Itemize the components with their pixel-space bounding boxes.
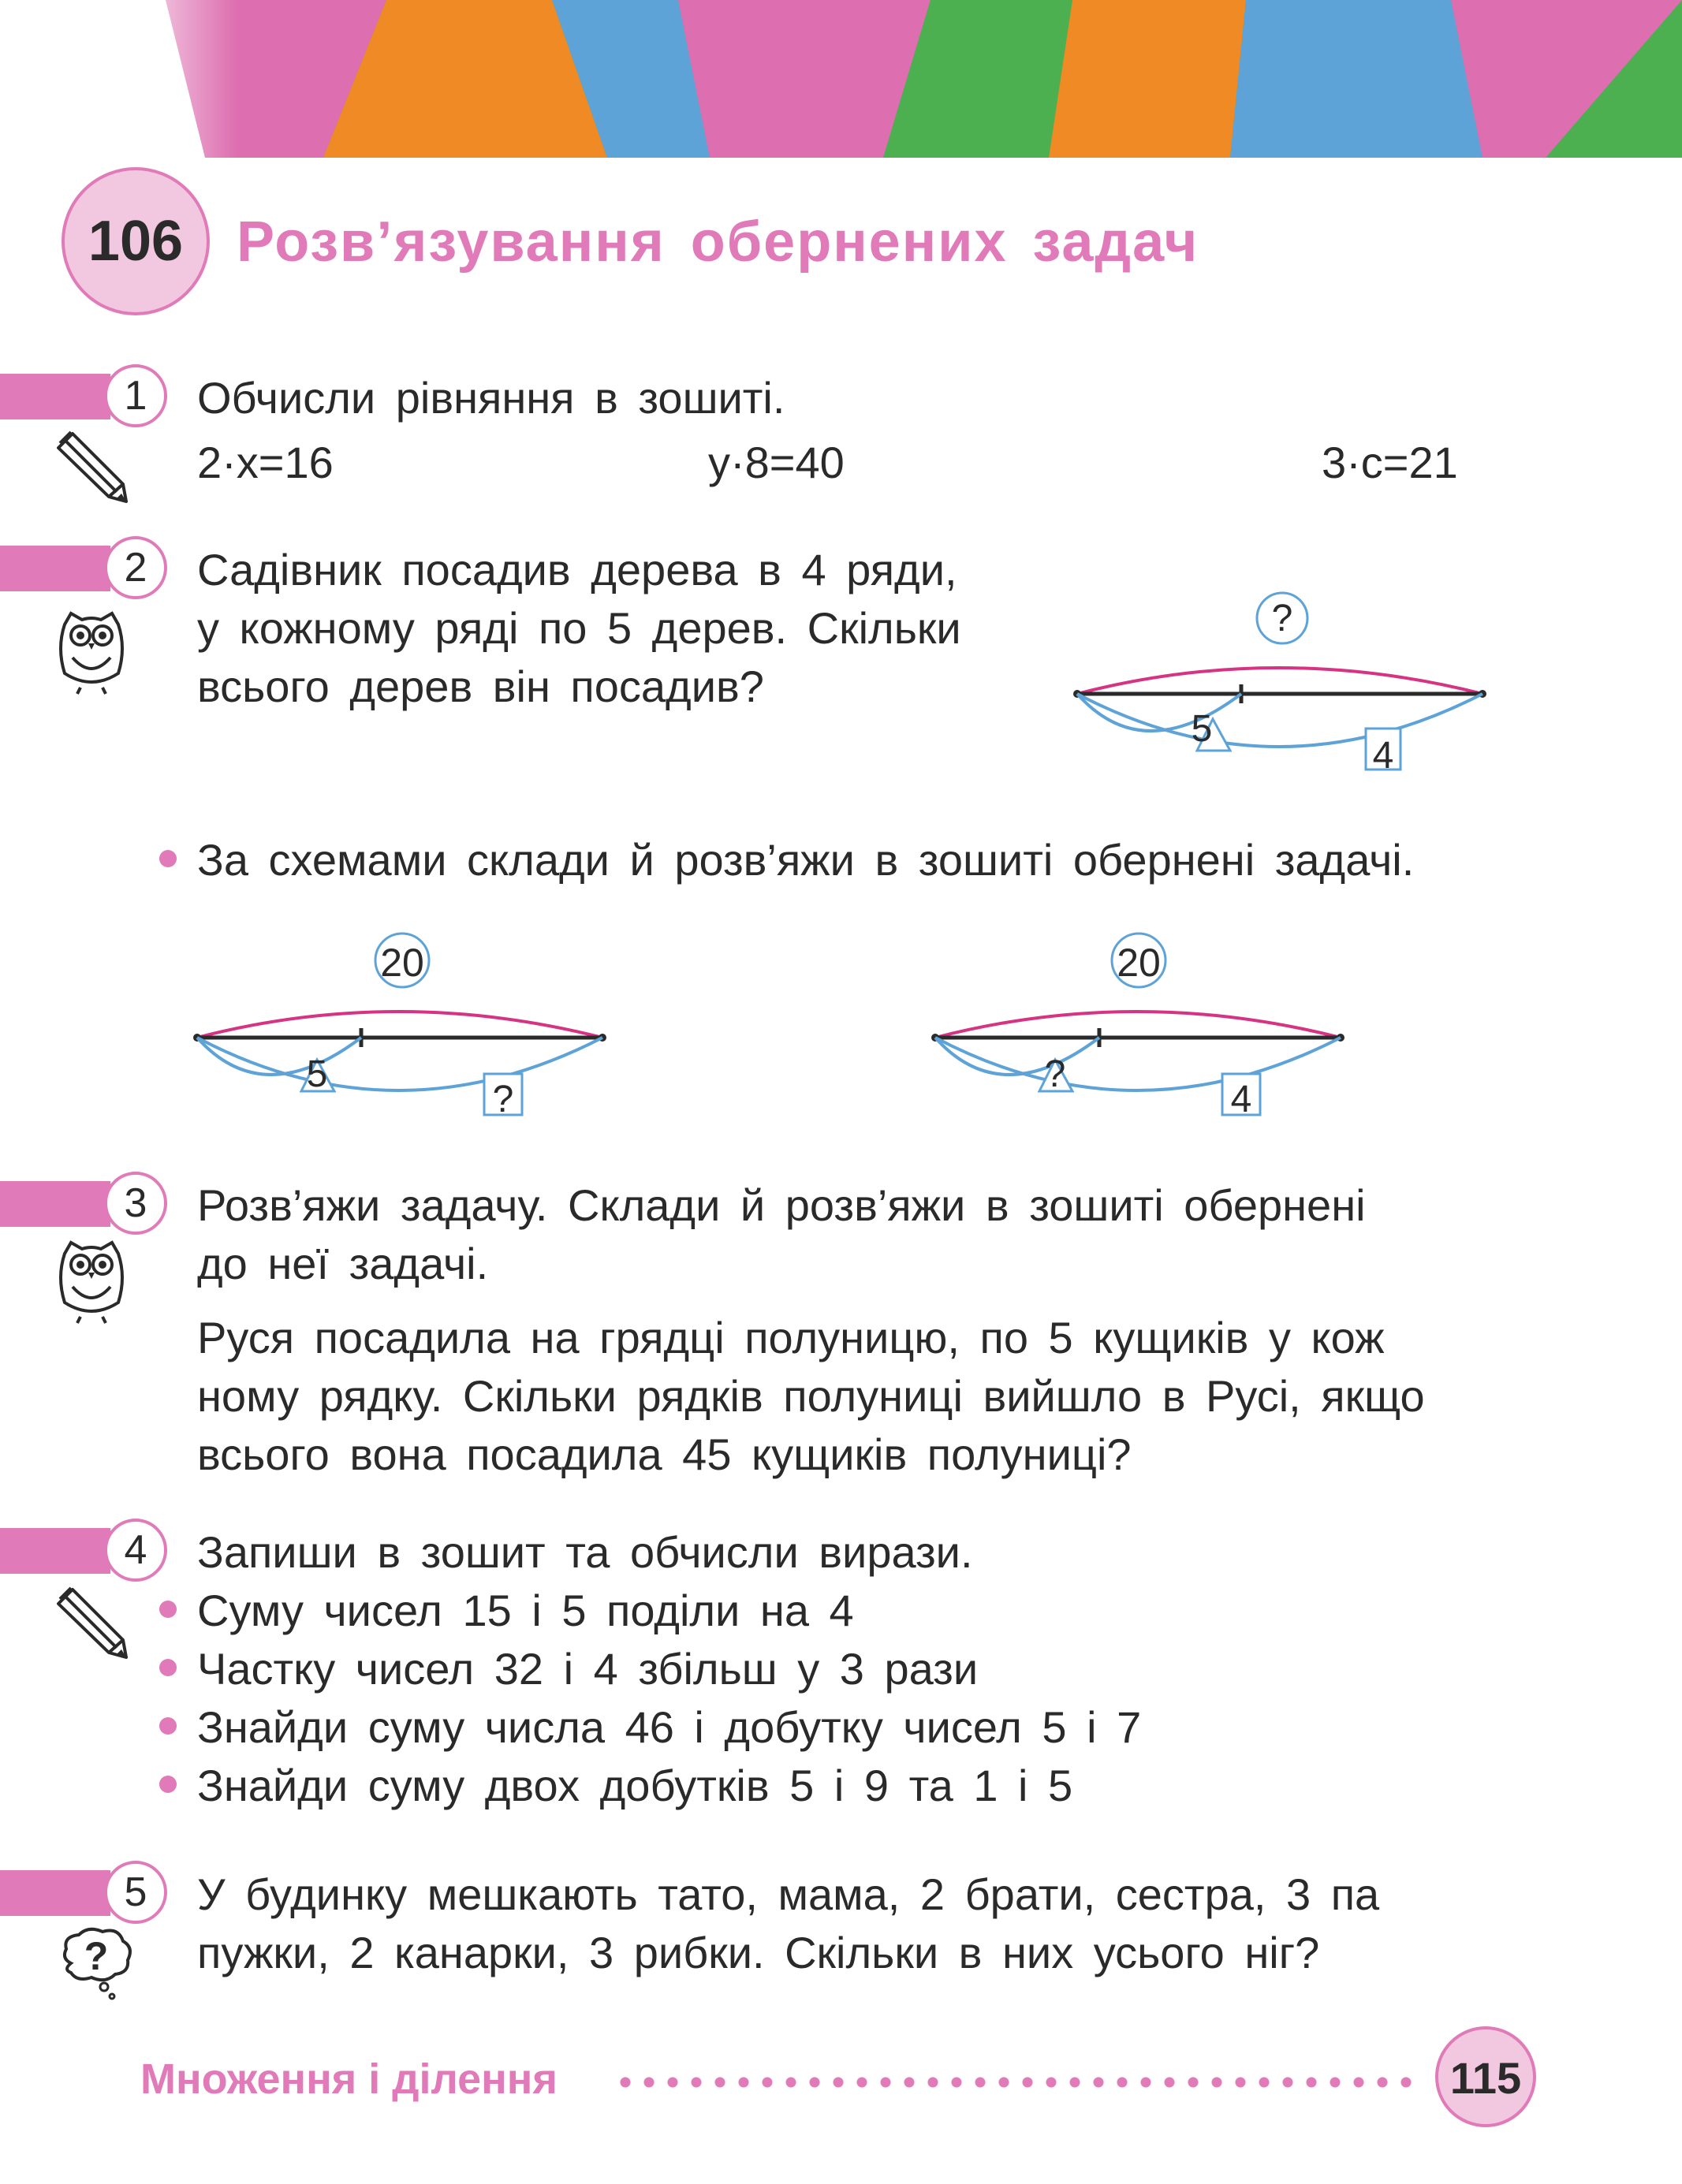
page-number: 115 (1449, 2053, 1522, 2103)
list-item: Частку чисел 32 і 4 збільш у 3 рази (197, 1644, 979, 1694)
pencil-icon (54, 1583, 132, 1662)
lesson-title: Розв’язування обернених задач (237, 211, 1199, 274)
total-arc (1077, 668, 1482, 694)
task-text-line: Садівник посадив дерева в 4 ряди, (197, 545, 957, 594)
svg-text:?: ? (84, 1934, 109, 1978)
section-title: Множення і ділення (140, 2055, 558, 2103)
bullet (159, 1659, 177, 1676)
task-marker-bar (0, 1181, 110, 1227)
task-subtext: За схемами склади й розв’яжи в зошиті обернені задачі. (197, 835, 1415, 885)
list-item: Знайди суму числа 46 і добутку чисел 5 і 7 (197, 1702, 1142, 1752)
scheme-part-label: ? (1044, 1053, 1066, 1095)
bullet (159, 1776, 177, 1793)
task-marker-bar (0, 374, 110, 419)
task-text-line: всього дерев він посадив? (197, 662, 764, 711)
problem-text-line: Руся посадила на грядці полуницю, по 5 кущиків у кож (197, 1313, 1385, 1362)
task-number: 4 (104, 1519, 167, 1582)
scheme-total-label: 20 (1117, 941, 1161, 985)
equation-3: 3·c=21 (1322, 438, 1458, 487)
list-item: Знайди суму двох добутків 5 і 9 та 1 і 5 (197, 1761, 1073, 1810)
equation-2: y·8=40 (708, 438, 845, 487)
scheme-count-label: ? (492, 1079, 514, 1120)
task-number: 5 (104, 1861, 167, 1924)
bullet (159, 850, 177, 867)
task-marker-bar (0, 1870, 110, 1916)
list-item: Суму чисел 15 і 5 поділи на 4 (197, 1586, 854, 1635)
scheme-count-label: 4 (1230, 1079, 1252, 1120)
problem-text-line: всього вона посадила 45 кущиків полуниці? (197, 1429, 1132, 1479)
pencil-icon (54, 427, 132, 506)
task-text: Обчисли рівняння в зошиті. (197, 373, 785, 423)
question-bubble-icon (57, 1924, 136, 2003)
lesson-number-badge (62, 167, 210, 315)
task-text-line: до неї задачі. (197, 1239, 489, 1288)
task-text-line: пужки, 2 канарки, 3 рибки. Скільки в них усього ніг? (197, 1928, 1320, 1977)
bullet (159, 1717, 177, 1735)
owl-icon (54, 1238, 129, 1325)
whole-arc (1077, 694, 1482, 747)
top-banner (0, 0, 1682, 158)
task-number: 3 (104, 1172, 167, 1235)
task-number: 1 (104, 364, 167, 427)
task-marker-bar (0, 546, 110, 591)
task-text-line: У будинку мешкають тато, мама, 2 брати, сестра, 3 па (197, 1869, 1380, 1919)
lesson-number: 106 (88, 210, 184, 273)
task-text: Запиши в зошит та обчисли вирази. (197, 1527, 973, 1577)
task-number: 2 (104, 536, 167, 599)
scheme-part-label: 5 (306, 1053, 328, 1095)
banner-fade (0, 0, 237, 166)
dotted-leader (614, 2077, 1421, 2088)
task-marker-bar (0, 1528, 110, 1574)
problem-text-line: ному рядку. Скільки рядків полуниці вийшло в Русі, якщо (197, 1371, 1425, 1421)
page-number-badge (1435, 2026, 1536, 2127)
task-text-line: у кожному ряді по 5 дерев. Скільки (197, 603, 961, 653)
scheme-part-label: 5 (1191, 708, 1213, 750)
bullet (159, 1601, 177, 1618)
scheme-total-label: ? (1271, 598, 1293, 639)
scheme-total-label: 20 (380, 941, 424, 985)
owl-icon (54, 609, 129, 695)
task-text-line: Розв’яжи задачу. Склади й розв’яжи в зошиті обернені (197, 1180, 1366, 1230)
equation-1: 2·x=16 (197, 438, 334, 487)
scheme-count-label: 4 (1372, 735, 1394, 777)
